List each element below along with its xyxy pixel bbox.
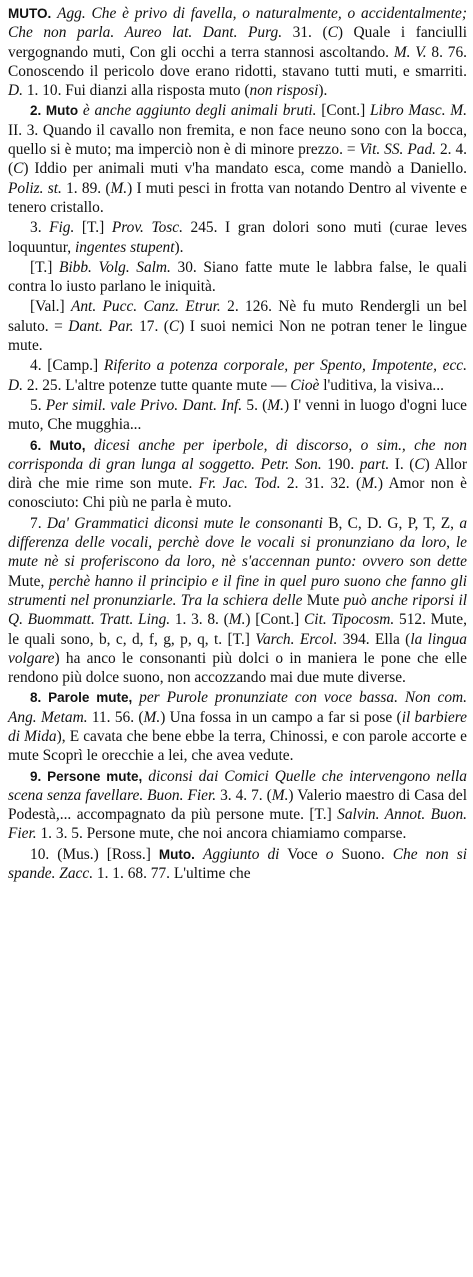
italic-text: C xyxy=(13,160,24,178)
italic-text: o xyxy=(325,845,334,863)
text-run: 1. 89. ( xyxy=(61,179,111,197)
sense-3-pucci-quote xyxy=(8,297,467,355)
text-run: 1. 1. 68. 77. L'ultime che xyxy=(93,865,251,883)
text-run xyxy=(86,437,94,454)
sense-3-figurative xyxy=(8,218,467,257)
text-run: 30. Siano fatte mute le labbra false, le quali contra lo iusto parlano le iniquità. xyxy=(8,258,467,296)
text-run: ) Amor non è conosciuto: Chi più ne parla è muto. xyxy=(8,475,467,512)
text-run: ) Iddio per animali muti v'ha mandato esca, come mandò a Daniello. xyxy=(23,160,467,178)
text-run: 512. Mute, le quali sono, b, c, d, f, g, p, q, t. [T.] xyxy=(8,611,467,648)
text-run: ) Valerio maestro di Casa del Podestà,... accompagnato da più persone mute. [T.] xyxy=(8,786,467,824)
italic-text: Libro Masc. M. xyxy=(370,102,467,120)
italic-text: Per simil. vale Privo. Dant. Inf. xyxy=(45,396,243,414)
text-run: 31. ( xyxy=(282,24,328,42)
italic-text: Dant. Par. xyxy=(68,317,134,335)
text-run: 2. 4. ( xyxy=(8,141,468,178)
italic-text: D. xyxy=(8,82,23,100)
text-run: II. 3. Quando il cavallo non fremita, e non face neuno sono con la bocca, quello si è muto; ma imperciò non è di minore prezzo. = xyxy=(8,121,467,159)
text-run: ) Quale i fanciulli vergognando muti, Con gli occhi a terra stannosi ascoltando. xyxy=(8,24,467,61)
text-run: Mute xyxy=(302,591,344,609)
text-run: 190. xyxy=(321,455,360,473)
text-run: [Val.] xyxy=(30,298,71,316)
text-run: ) ha anco le consonanti più dolci o in maniera le pone che elle rendono più dolce suono, non accozzando mai due mute diverse. xyxy=(8,649,467,687)
italic-text: Prov. Tosc. xyxy=(111,219,183,237)
text-run: [T.] xyxy=(74,219,112,237)
italic-text: diconsi dai Comici Quelle che intervengono nella scena senza favellare. Buon. Fier. xyxy=(8,767,467,804)
text-run: B, C, D. G, P, T, Z, xyxy=(322,514,460,532)
text-run: ) Una fossa in un campo a far si pose ( xyxy=(160,708,402,726)
italic-text: perchè hanno il principio e il fine in quel puro suono che fanno gli strumenti nel pronunziarle. Tra la schiera delle xyxy=(8,572,467,609)
italic-text: Aggiunto di xyxy=(202,845,280,863)
text-run: Voce xyxy=(279,845,326,863)
italic-text: Cit. Tipocosm. xyxy=(304,611,395,629)
text-run: 3. 4. 7. ( xyxy=(216,786,272,804)
text-run: ). xyxy=(174,238,184,256)
italic-text: è anche aggiunto degli animali bruti. xyxy=(82,102,317,120)
italic-text: Che non si spande. Zacc. xyxy=(8,845,468,883)
italic-text: per Purole pronunziate con voce bassa. Non com. Ang. Metam. xyxy=(8,689,467,726)
text-run: l'uditiva, la visiva... xyxy=(319,376,444,394)
italic-text: C xyxy=(414,455,425,473)
text-run: 245. I gran dolori sono muti (curae leves loquuntur, xyxy=(8,219,467,256)
headword: 9. Persone mute, xyxy=(30,768,143,784)
italic-text: Salvin. Annot. Buon. Fier. xyxy=(8,806,467,843)
text-run: 17. ( xyxy=(133,317,169,335)
text-run: ). xyxy=(318,82,328,100)
text-run: 5. xyxy=(30,396,46,414)
italic-text: M. xyxy=(267,396,284,414)
sense-9-persone-mute xyxy=(8,767,467,844)
italic-text: non risposi xyxy=(249,82,319,100)
sense-3-bible-quote xyxy=(8,258,467,297)
text-run: 2. 126. Nè fu muto Rendergli un bel saluto. = xyxy=(8,298,467,335)
text-run xyxy=(195,846,203,863)
entry-definition-muto xyxy=(8,4,467,100)
text-run: 2. 25. L'altre potenze tutte quante mute — xyxy=(22,376,291,394)
italic-text: M. V. xyxy=(393,43,427,61)
text-run: ) I muti pesci in frotta van notando Dentro al vivente e tenero cristallo. xyxy=(8,179,467,216)
italic-text: Riferito a potenza corporale, per Spento, Impotente, ecc. D. xyxy=(8,357,467,394)
italic-text: Poliz. st. xyxy=(8,179,62,197)
text-run: 1. 3. 5. Persone mute, che noi ancora chiamiamo comparse. xyxy=(36,825,407,843)
text-run: Mute, xyxy=(8,572,49,590)
headword: 6. Muto, xyxy=(30,437,86,453)
italic-text: M. xyxy=(361,475,378,493)
text-run: 4. [Camp.] xyxy=(30,357,104,375)
text-run: 1. 3. 8. ( xyxy=(170,611,229,629)
italic-text: Ant. Pucc. Canz. Etrur. xyxy=(70,298,221,316)
sense-10-music xyxy=(8,845,467,884)
text-run: ), E cavata che bene ebbe la terra, Chinossi, e con parole accorte e mute Scoprì le orecchie a lei, che avea vedute. xyxy=(8,727,467,765)
text-run: 10. (Mus.) [Ross.] xyxy=(30,845,159,863)
sense-8-parole-mute xyxy=(8,688,467,765)
text-run: 7. xyxy=(30,514,47,532)
text-run: [Cont.] xyxy=(316,102,370,120)
italic-text: Da' Grammatici diconsi mute le consonanti xyxy=(46,514,323,532)
sense-2-animals xyxy=(8,101,467,217)
text-run: [T.] xyxy=(30,258,59,276)
headword: Muto. xyxy=(158,846,195,862)
text-run: 394. Ella ( xyxy=(337,630,411,648)
italic-text: Agg. Che è privo di favella, o naturalmente, o accidentalmente; Che non parla. Aureo lat. Dant. Purg. xyxy=(8,5,467,42)
italic-text: la lingua volgare xyxy=(8,630,468,667)
italic-text: C xyxy=(327,24,338,42)
text-run: 1. 10. Fui dianzi alla risposta muto ( xyxy=(22,82,250,100)
italic-text: Fr. Jac. Tod. xyxy=(198,475,281,493)
sense-5-privo xyxy=(8,396,467,435)
text-run: ) I' venni in luogo d'ogni luce muto, Che mugghia... xyxy=(8,396,468,434)
text-run: I. ( xyxy=(389,455,415,473)
italic-text: dicesi anche per iperbole, di discorso, o sim., che non corrisponda di gran lunga al soggetto. Petr. Son. xyxy=(8,436,467,473)
text-run: 2. 31. 32. ( xyxy=(280,475,362,493)
text-run: 8. 76. Conoscendo il pericolo dove erano ridotti, stavano tutti muti, e smarriti. xyxy=(8,43,467,80)
headword: 8. Parole mute, xyxy=(30,690,133,706)
italic-text: C xyxy=(168,317,180,335)
text-run: ) I suoi nemici Non ne potran tener le lingue mute. xyxy=(8,317,467,355)
italic-text: Vit. SS. Pad. xyxy=(359,141,436,159)
sense-4-corporal-power xyxy=(8,356,467,395)
italic-text: M. xyxy=(110,179,128,197)
text-run: ) [Cont.] xyxy=(245,611,305,629)
italic-text: a differenza delle vocali, perchè dove le vocali si pronunziano da loro, le mute nè si proferiscono da loro, nè s'accennan punto: ovvero son dette xyxy=(8,514,468,571)
text-run: 3. xyxy=(30,219,50,237)
headword: 2. Muto xyxy=(30,103,79,119)
italic-text: Bibb. Volg. Salm. xyxy=(58,258,171,276)
sense-6-hyperbole xyxy=(8,436,467,513)
italic-text: Varch. Ercol. xyxy=(255,630,338,648)
italic-text: ingentes stupent xyxy=(74,238,175,256)
sense-7-grammar xyxy=(8,514,467,688)
italic-text: Cioè xyxy=(290,376,320,394)
text-run: Suono. xyxy=(333,845,393,863)
italic-text: il barbiere di Mida xyxy=(8,708,467,745)
italic-text: part. xyxy=(359,455,390,473)
italic-text: Fig. xyxy=(49,219,75,237)
italic-text: M. xyxy=(143,708,161,726)
italic-text: M. xyxy=(271,786,289,804)
italic-text: M. xyxy=(228,611,246,629)
italic-text: può anche riporsi il Q. Buommatt. Tratt. Ling. xyxy=(8,591,468,629)
text-run: 11. 56. ( xyxy=(87,708,144,726)
text-run: 5. ( xyxy=(242,396,268,414)
headword: MUTO. xyxy=(8,6,52,21)
text-run: ) Allor dirà che mie rime son mute. xyxy=(8,455,467,493)
